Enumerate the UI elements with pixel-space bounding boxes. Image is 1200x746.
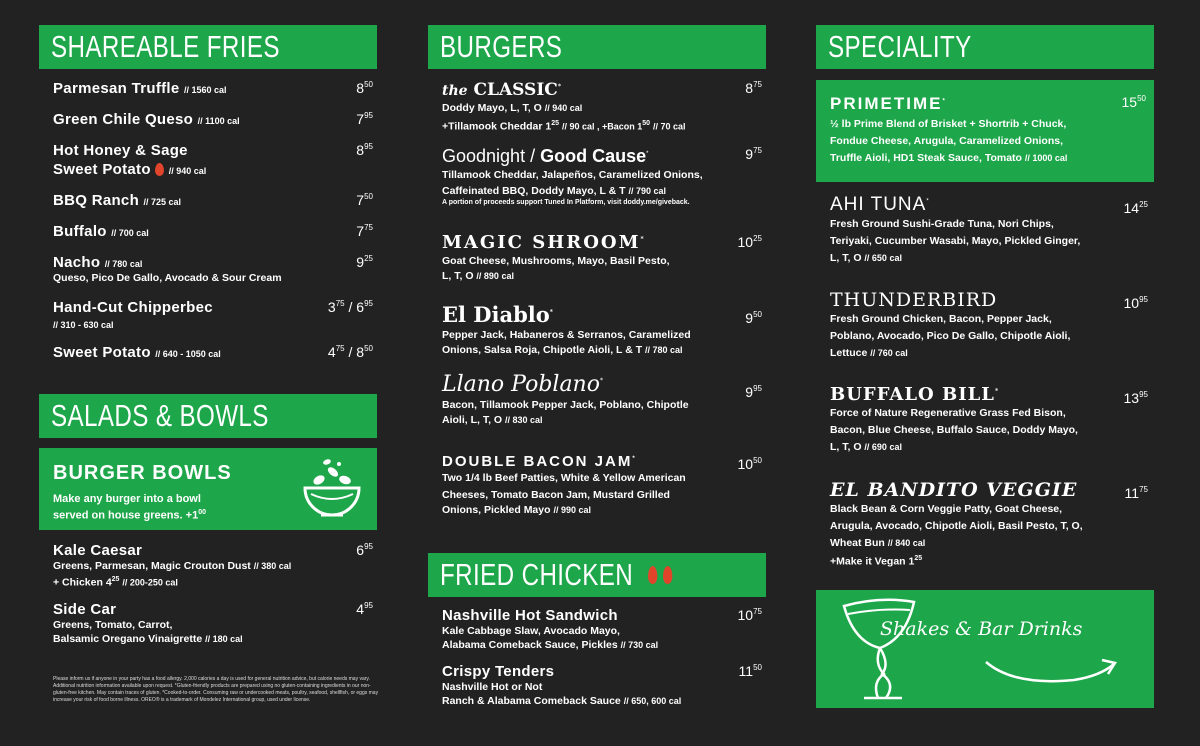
cocktail-glass-icon: [840, 598, 920, 702]
allergy-footnote: Please inform us if anyone in your party has a food allergy. 2,000 calories a day is used for general nutrition advice, but calorie needs may vary. Additional nutrition information available upon request. *Gluten-friendly products are prepared using no gluten-containing ingredients in our non-gluten-free kitchen. May contain traces of gluten. *Cooked-to-order. Consuming raw or undercooked meats, poultry, seafood, shellfish, or eggs may increase your risk of food borne illness. OREO® is a trademark of Mondelez International group, used under license.: [53, 676, 379, 703]
shakes-bar-drinks-label: Shakes & Bar Drinks: [880, 618, 1083, 640]
menu-item-fries: Hot Honey & Sage Sweet Potato // 940 cal $8^{95}$: [53, 142, 373, 178]
menu-item-fries: Sweet Potato // 640 - 1050 cal $4^{75} / 8^{50}$: [53, 344, 373, 361]
menu-item-speciality: AHI TUNA* Fresh Ground Sushi-Grade Tuna, Nori Chips, Teriyaki, Cucumber Wasabi, Mayo, Pickled Ginger, L, T, O // 650 cal $14^{25}$: [830, 194, 1148, 264]
spicy-flame-icon: [648, 566, 657, 584]
menu-item-speciality: BUFFALO BILL* Force of Nature Regenerative Grass Fed Bison, Bacon, Blue Cheese, Buffalo Sauce, Doddy Mayo, L, T, O // 690 cal $13^{95}$: [830, 384, 1148, 453]
section-header-fried-chicken: FRIED CHICKEN: [428, 553, 766, 597]
menu-item-fries: BBQ Ranch // 725 cal $7^{50}$: [53, 192, 373, 209]
menu-item-fries: Buffalo // 700 cal $7^{75}$: [53, 223, 373, 240]
spicy-flame-icon: [663, 566, 672, 584]
salad-bowl-icon: [299, 458, 365, 522]
menu-item-fried-chicken: Nashville Hot Sandwich Kale Cabbage Slaw, Avocado Mayo, Alabama Comeback Sauce, Pickles // 730 cal $10^{75}$: [442, 607, 762, 651]
section-header-speciality: SPECIALITY: [816, 25, 1154, 69]
menu-item-burger: Goodnight / Good Cause* Tillamook Cheddar, Jalapeños, Caramelized Onions, Caffeinated BBQ, Doddy Mayo, L & T // 790 cal A portion of proceeds support Tuned In Platform, visit doddy.me/giveback. $9^{75}$: [442, 146, 762, 206]
menu-item-fries: Parmesan Truffle // 1560 cal $8^{50}$: [53, 80, 373, 97]
menu-item-speciality: THUNDERBIRD Fresh Ground Chicken, Bacon, Pepper Jack, Poblano, Avocado, Pico De Gallo, Chipotle Aioli, Lettuce // 760 cal $10^{95}$: [830, 289, 1148, 359]
spicy-flame-icon: [155, 163, 164, 176]
menu-item-fries: Hand-Cut Chipperbec // 310 - 630 cal $3^{75} / 6^{95}$: [53, 299, 373, 330]
menu-item-fries: Nacho // 780 cal Queso, Pico De Gallo, Avocado & Sour Cream $9^{25}$: [53, 254, 373, 284]
primetime-box: PRIMETIME* ½ lb Prime Blend of Brisket + Shortrib + Chuck, Fondue Cheese, Arugula, Caramelized Onions, Truffle Aioli, HD1 Steak Sauce, Tomato // 1000 cal $15^{50}$: [816, 80, 1154, 182]
menu-item-fried-chicken: Crispy Tenders Nashville Hot or Not Ranch & Alabama Comeback Sauce // 650, 600 cal $11^{50}$: [442, 663, 762, 707]
arrow-right-icon: [984, 652, 1120, 692]
menu-item-fries: Green Chile Queso // 1100 cal $7^{95}$: [53, 111, 373, 128]
menu-item-burger: the CLASSIC* Doddy Mayo, L, T, O // 940 cal +Tillamook Cheddar $1^{25} // 90$ cal , +Bacon $1^{50} // 70$ cal $8^{75}$: [442, 80, 762, 133]
section-header-salads: SALADS & BOWLS: [39, 394, 377, 438]
section-header-fries: SHAREABLE FRIES: [39, 25, 377, 69]
burger-bowls-title: BURGER BOWLS: [53, 462, 232, 484]
menu-item-burger: Llano Poblano* Bacon, Tillamook Pepper Jack, Poblano, Chipotle Aioli, L, T, O // 830 cal $9^{95}$: [442, 372, 762, 426]
section-header-burgers: BURGERS: [428, 25, 766, 69]
menu-item-salad: Kale Caesar Greens, Parmesan, Magic Crouton Dust // 380 cal + Chicken $4^{25} // 200-250$ cal $6^{95}$: [53, 542, 373, 589]
menu-item-burger: DOUBLE BACON JAM* Two 1/4 lb Beef Patties, White & Yellow American Cheeses, Tomato Bacon Jam, Mustard Grilled Onions, Pickled Mayo // 990 cal $10^{50}$: [442, 453, 762, 516]
menu-item-burger: El Diablo* Pepper Jack, Habaneros & Serranos, Caramelized Onions, Salsa Roja, Chipotle Aioli, L & T // 780 cal $9^{50}$: [442, 302, 762, 356]
shakes-bar-drinks-banner[interactable]: [816, 590, 1154, 708]
menu-item-speciality: EL BANDITO VEGGIE Black Bean & Corn Veggie Patty, Goat Cheese, Arugula, Avocado, Chipotle Aioli, Basil Pesto, T, O, Wheat Bun // 840 cal +Make it Vegan $1^{25}$ $11^{75}$: [830, 479, 1148, 568]
menu-item-salad: Side Car Greens, Tomato, Carrot, Balsamic Oregano Vinaigrette // 180 cal $4^{95}$: [53, 601, 373, 645]
burger-bowls-box: BURGER BOWLS Make any burger into a bowl served on house greens. $+1^{00}$: [39, 448, 377, 530]
menu-item-burger: MAGIC SHROOM* Goat Cheese, Mushrooms, Mayo, Basil Pesto, L, T, O // 890 cal $10^{25}$: [442, 232, 762, 282]
